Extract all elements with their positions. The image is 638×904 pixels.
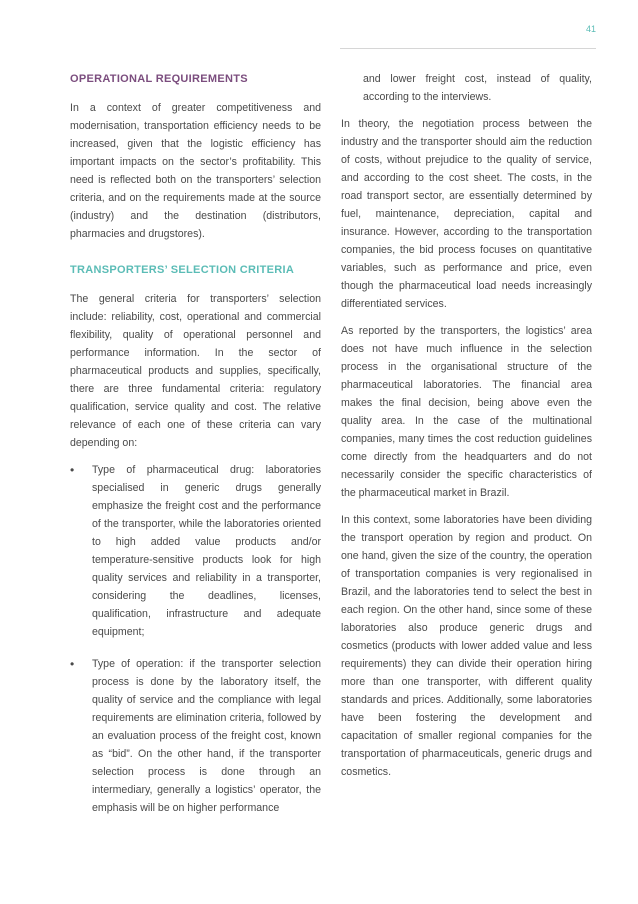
bullet-icon: • [70, 463, 75, 477]
left-column [70, 70, 321, 831]
paragraph: In a context of greater competitiveness and modernisation, transportation efficiency needs to be increased, given that the logistic efficiency has important impacts on the sector’s profitability. This need is reflected both on the transporters’ selection criteria, and on the requirements made at the source (industry) and the destination (distributors, pharmacies and drugstores). [70, 102, 321, 240]
header-divider [340, 48, 596, 49]
paragraph: In this context, some laboratories have been dividing the transport operation by region and product. On one hand, given the size of the country, the operation of transportation companies is very regionalised in Brazil, and the laboratories tend to select the best in each region. On the other hand, since some of these laboratories also produce generic drugs and cosmetics (products with lower added value and less requirements) they can divide their operation hiring more than one transporter, with different quality standards and prices. Additionally, some laboratories have been fostering the development and capacitation of smaller regional companies for the transportation of pharmaceuticals, generic drugs and cosmetics. [341, 514, 592, 778]
bullet-continuation: and lower freight cost, instead of quality, according to the interviews. [363, 73, 592, 103]
bullet-list [70, 461, 321, 817]
list-item [70, 461, 321, 641]
bullet-icon: • [70, 657, 75, 671]
list-item [70, 655, 321, 817]
page-number: 41 [585, 24, 596, 34]
list-item-text: Type of pharmaceutical drug: laboratories specialised in generic drugs generally emphasize the freight cost and the performance of the transporter, while the laboratories oriented to high added value products and/or temperature-sensitive products look for high quality services and reliability in a transporter, considering the deadlines, licenses, qualification, infrastructure and adequate equipment; [92, 464, 321, 638]
section-heading-operational-requirements: OPERATIONAL REQUIREMENTS [70, 73, 248, 85]
paragraph: As reported by the transporters, the logistics’ area does not have much influence in the selection process in the organisational structure of the pharmaceutical laboratories. The financial area makes the final decision, being above even the quality area. In the case of the multinational companies, many times the cost reduction guidelines come directly from the headquarters and do not necessarily consider the specific characteristics of the pharmaceutical market in Brazil. [341, 325, 592, 499]
paragraph: The general criteria for transporters’ selection include: reliability, cost, operational and commercial flexibility, quality of operational personnel and performance information. In the sector of pharmaceutical products and supplies, specifically, there are three fundamental criteria: regulatory qualification, service quality and cost. The relative relevance of each one of these criteria can vary depending on: [70, 293, 321, 449]
list-item-text: Type of operation: if the transporter selection process is done by the laboratory itself, the quality of service and the compliance with legal requirements are elimination criteria, followed by an evaluation process of the freight cost, known as “bid”. On the other hand, if the transporter selection process is done through an intermediary, generally a logistics’ operator, the emphasis will be on higher performance [92, 658, 321, 814]
section-heading-transporters-selection-criteria: TRANSPORTERS’ SELECTION CRITERIA [70, 264, 295, 276]
right-column [341, 70, 592, 790]
paragraph: In theory, the negotiation process between the industry and the transporter should aim the reduction of costs, without prejudice to the quality of service, and according to the cost sheet. The costs, in the road transport sector, are essentially determined by fuel, maintenance, depreciation, capital and insurance. However, according to the transportation companies, the bid process focuses on quantitative variables, such as performance and price, even though the pharmaceutical load needs increasingly differentiated services. [341, 118, 592, 310]
